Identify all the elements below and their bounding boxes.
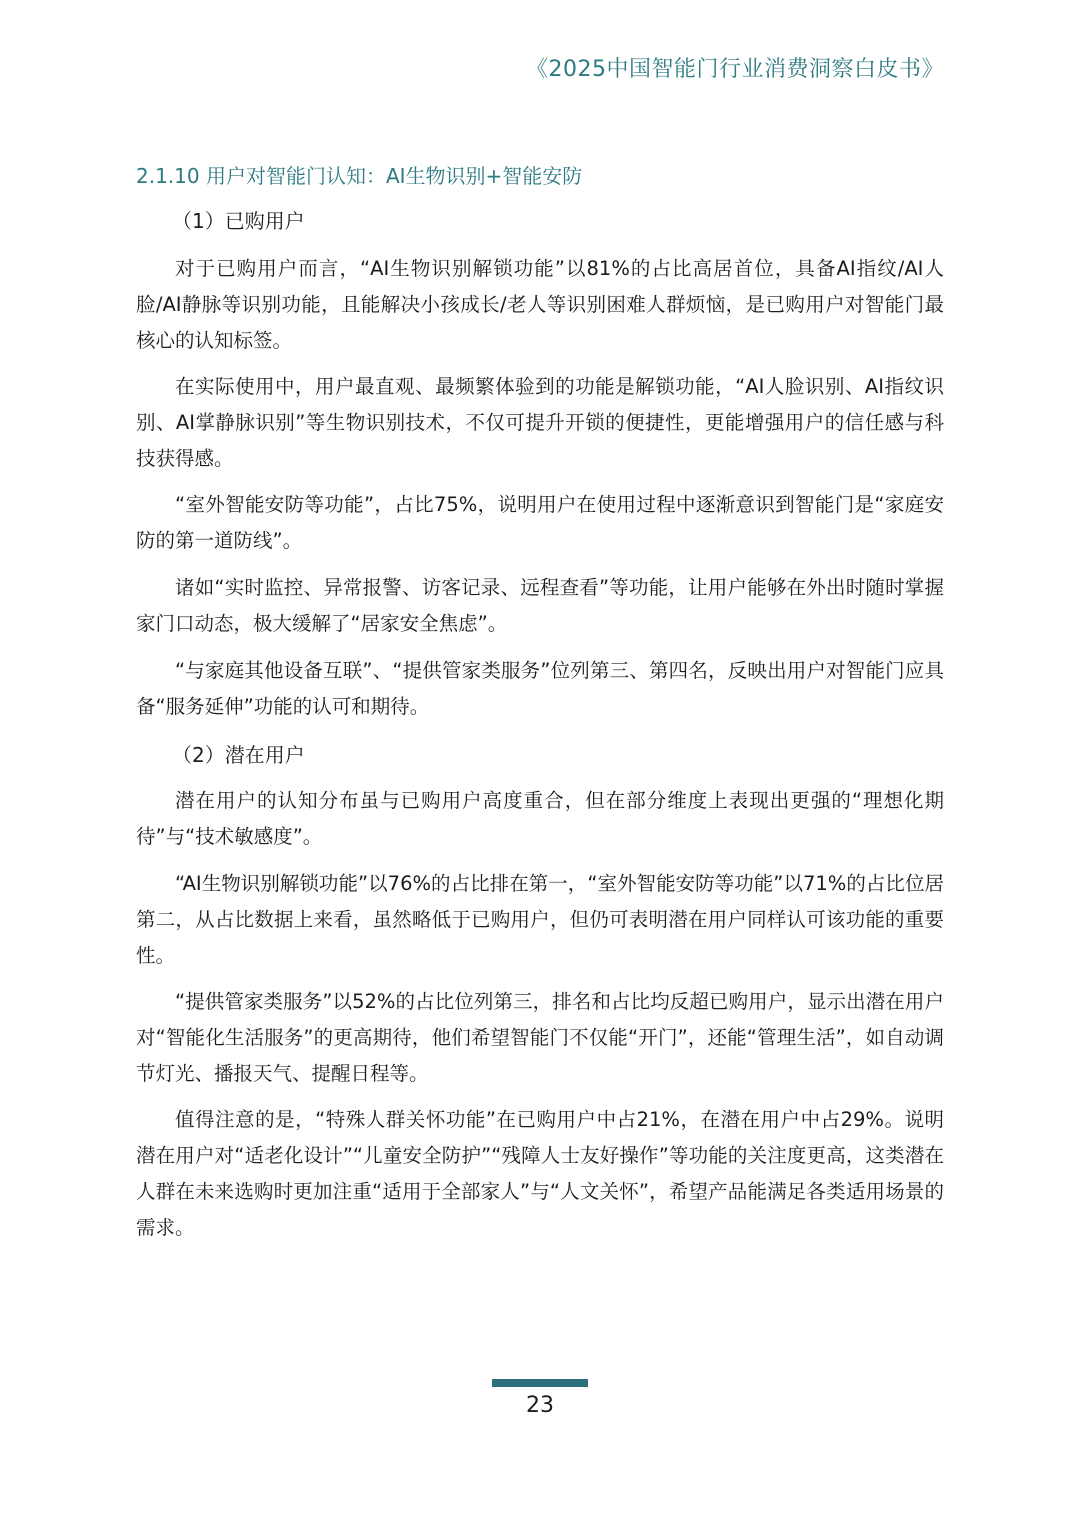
paragraph: 值得注意的是，“特殊人群关怀功能”在已购用户中占21%，在潜在用户中占29%。说明潜在用户对“适老化设计”“儿童安全防护”“残障人士友好操作”等功能的关注度更高，这类潜在人群在未来选购时更加注重“适用于全部家人”与“人文关怀”，希望产品能满足各类适用场景的需求。 <box>136 1108 944 1239</box>
paragraph: 潜在用户的认知分布虽与已购用户高度重合，但在部分维度上表现出更强的“理想化期待”与“技术敏感度”。 <box>136 789 944 848</box>
paragraph: 诸如“实时监控、异常报警、访客记录、远程查看”等功能，让用户能够在外出时随时掌握家门口动态，极大缓解了“居家安全焦虑”。 <box>136 576 944 635</box>
paragraph: “室外智能安防等功能”，占比75%，说明用户在使用过程中逐渐意识到智能门是“家庭安防的第一道防线”。 <box>136 493 944 552</box>
paragraph: 对于已购用户而言，“AI生物识别解锁功能”以81%的占比高居首位，具备AI指纹/AI人脸/AI静脉等识别功能，且能解决小孩成长/老人等识别困难人群烦恼，是已购用户对智能门最核心的认知标签。 <box>136 257 944 352</box>
paragraph: “AI生物识别解锁功能”以76%的占比排在第一，“室外智能安防等功能”以71%的占比位居第二，从占比数据上来看，虽然略低于已购用户，但仍可表明潜在用户同样认可该功能的重要性。 <box>136 872 944 967</box>
paragraph: “提供管家类服务”以52%的占比位列第三，排名和占比均反超已购用户，显示出潜在用户对“智能化生活服务”的更高期待，他们希望智能门不仅能“开门”，还能“管理生活”，如自动调节灯光、播报天气、提醒日程等。 <box>136 990 944 1085</box>
section-heading: 2.1.10 用户对智能门认知：AI生物识别+智能安防 <box>136 164 583 188</box>
paragraph: 在实际使用中，用户最直观、最频繁体验到的功能是解锁功能，“AI人脸识别、AI指纹识别、AI掌静脉识别”等生物识别技术，不仅可提升开锁的便捷性，更能增强用户的信任感与科技获得感。 <box>136 375 944 470</box>
footer-accent-bar <box>492 1379 588 1387</box>
paragraph: “与家庭其他设备互联”、“提供管家类服务”位列第三、第四名，反映出用户对智能门应具备“服务延伸”功能的认可和期待。 <box>136 659 944 718</box>
subheading-purchased-users: （1）已购用户 <box>172 209 305 233</box>
page-number: 23 <box>526 1393 554 1418</box>
subheading-potential-users: （2）潜在用户 <box>172 743 305 767</box>
document-header-title: 《2025中国智能门行业消费洞察白皮书》 <box>526 57 944 82</box>
